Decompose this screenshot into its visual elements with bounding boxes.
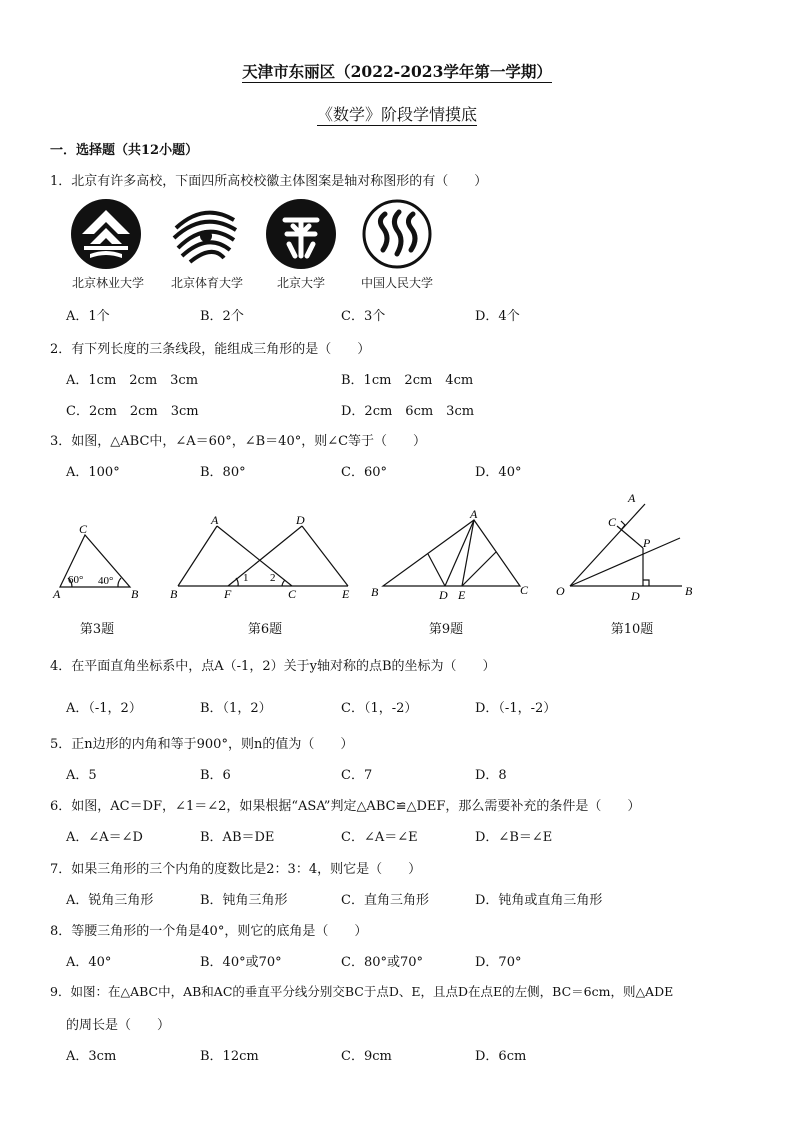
fig9-label-b: B bbox=[371, 585, 379, 599]
figure-6-triangles bbox=[178, 526, 348, 586]
q2-option-a: A．1cm 2cm 3cm bbox=[66, 373, 199, 388]
ruc-logo-icon bbox=[361, 198, 433, 270]
fig3-angle-a: 60° bbox=[68, 574, 84, 586]
fig6-label-c: C bbox=[288, 587, 297, 601]
fig6-label-2: 2 bbox=[270, 572, 276, 584]
fig9-label-c: C bbox=[520, 583, 529, 597]
pku-logo-icon bbox=[265, 198, 337, 270]
q4-option-d: D．（-1，-2） bbox=[475, 701, 557, 716]
q4-option-b: B．（1，2） bbox=[200, 701, 272, 716]
q6-option-c: C．∠A＝∠E bbox=[341, 830, 418, 845]
fig10-label-p: P bbox=[643, 536, 651, 550]
fig9-label-d: D bbox=[439, 588, 448, 602]
q5-option-d: D．8 bbox=[475, 768, 507, 783]
q9-option-d: D．6cm bbox=[475, 1049, 527, 1064]
bjfu-logo-icon bbox=[70, 198, 142, 270]
q2-option-d: D．2cm 6cm 3cm bbox=[341, 404, 475, 419]
q1-option-a: A．1个 bbox=[66, 309, 110, 324]
question-2-stem: 2．有下列长度的三条线段，能组成三角形的是（ ） bbox=[50, 342, 371, 357]
q7-option-a: A．锐角三角形 bbox=[66, 893, 154, 908]
q3-option-c: C．60° bbox=[341, 465, 387, 480]
question-5-stem: 5．正n边形的内角和等于900°，则n的值为（ ） bbox=[50, 737, 354, 752]
question-8-stem: 8．等腰三角形的一个角是40°，则它的底角是（ ） bbox=[50, 924, 368, 939]
fig10-label-o: O bbox=[556, 584, 565, 598]
page-title bbox=[0, 60, 794, 82]
q5-option-a: A．5 bbox=[66, 768, 97, 783]
q4-option-c: C．（1，-2） bbox=[341, 701, 418, 716]
page-subtitle-text: 《数学》阶段学情摸底 bbox=[316, 105, 477, 124]
q1-option-d: D．4个 bbox=[475, 309, 520, 324]
q7-option-d: D．钝角或直角三角形 bbox=[475, 893, 603, 908]
q5-option-b: B．6 bbox=[200, 768, 231, 783]
fig10-label-d: D bbox=[631, 589, 640, 603]
fig6-label-e: E bbox=[342, 587, 350, 601]
question-9-stem-line1: 9．如图：在△ABC中，AB和AC的垂直平分线分别交BC于点D、E，且点D在点E的左侧，BC＝6cm，则△ADE bbox=[50, 984, 674, 999]
question-3-stem: 3．如图，△ABC中，∠A＝60°，∠B＝40°，则∠C等于（ ） bbox=[50, 434, 427, 449]
fig6-label-f: F bbox=[224, 587, 232, 601]
fig9-label-a: A bbox=[470, 507, 478, 521]
q6-option-d: D．∠B＝∠E bbox=[475, 830, 553, 845]
figure-10-angle bbox=[570, 504, 682, 586]
q7-option-b: B．钝角三角形 bbox=[200, 893, 288, 908]
q3-option-b: B．80° bbox=[200, 465, 246, 480]
q1-option-b: B．2个 bbox=[200, 309, 244, 324]
page-subtitle bbox=[0, 102, 794, 125]
question-4-stem: 4．在平面直角坐标系中，点A（-1，2）关于y轴对称的点B的坐标为（ ） bbox=[50, 659, 496, 674]
question-7-stem: 7．如果三角形的三个内角的度数比是2：3：4，则它是（ ） bbox=[50, 862, 422, 877]
fig3-label-c: C bbox=[79, 522, 88, 536]
fig3-label-b: B bbox=[131, 587, 139, 601]
figure-caption-3: 第3题 bbox=[79, 622, 115, 637]
q8-option-d: D．70° bbox=[475, 955, 522, 970]
fig6-label-a: A bbox=[211, 513, 219, 527]
q3-option-a: A．100° bbox=[66, 465, 120, 480]
q9-option-a: A．3cm bbox=[66, 1049, 117, 1064]
fig3-label-a: A bbox=[53, 587, 61, 601]
q7-option-c: C．直角三角形 bbox=[341, 893, 429, 908]
q2-option-c: C．2cm 2cm 3cm bbox=[66, 404, 199, 419]
figures-row bbox=[0, 490, 794, 610]
q2-option-b: B．1cm 2cm 4cm bbox=[341, 373, 474, 388]
figure-caption-9: 第9题 bbox=[428, 622, 464, 637]
fig9-label-e: E bbox=[458, 588, 466, 602]
logo-caption-bsu: 北京体育大学 bbox=[170, 276, 243, 290]
q6-option-a: A．∠A＝∠D bbox=[66, 830, 143, 845]
q6-option-b: B．AB＝DE bbox=[200, 830, 275, 845]
fig3-angle-b: 40° bbox=[98, 575, 114, 587]
fig6-label-b: B bbox=[170, 587, 178, 601]
fig6-label-d: D bbox=[296, 513, 305, 527]
q8-option-b: B．40°或70° bbox=[200, 955, 282, 970]
logo-caption-pku: 北京大学 bbox=[276, 276, 325, 290]
q4-option-a: A．（-1，2） bbox=[66, 701, 142, 716]
fig6-label-1: 1 bbox=[243, 572, 249, 584]
page-title-text: 天津市东丽区（2022-2023学年第一学期） bbox=[242, 62, 552, 81]
logo-caption-bjfu: 北京林业大学 bbox=[71, 276, 144, 290]
question-6-stem: 6．如图，AC＝DF，∠1＝∠2，如果根据“ASA”判定△ABC≌△DEF，那么需要补充的条件是（ ） bbox=[50, 799, 641, 814]
q1-option-c: C．3个 bbox=[341, 309, 386, 324]
q9-option-c: C．9cm bbox=[341, 1049, 392, 1064]
figure-caption-6: 第6题 bbox=[247, 622, 283, 637]
q8-option-a: A．40° bbox=[66, 955, 112, 970]
figure-9-triangle bbox=[383, 520, 520, 586]
q9-option-b: B．12cm bbox=[200, 1049, 259, 1064]
fig10-label-c: C bbox=[608, 515, 617, 529]
bsu-logo-icon bbox=[168, 198, 240, 270]
fig10-label-b: B bbox=[685, 584, 693, 598]
q8-option-c: C．80°或70° bbox=[341, 955, 424, 970]
q5-option-c: C．7 bbox=[341, 768, 373, 783]
section-heading: 一．选择题（共12小题） bbox=[50, 143, 199, 158]
logo-caption-ruc: 中国人民大学 bbox=[360, 276, 433, 290]
fig10-label-a: A bbox=[628, 491, 636, 505]
q3-option-d: D．40° bbox=[475, 465, 522, 480]
figure-caption-10: 第10题 bbox=[610, 622, 654, 637]
question-9-stem-line2: 的周长是（ ） bbox=[66, 1018, 171, 1033]
question-1-stem: 1．北京有许多高校，下面四所高校校徽主体图案是轴对称图形的有（ ） bbox=[50, 174, 488, 189]
